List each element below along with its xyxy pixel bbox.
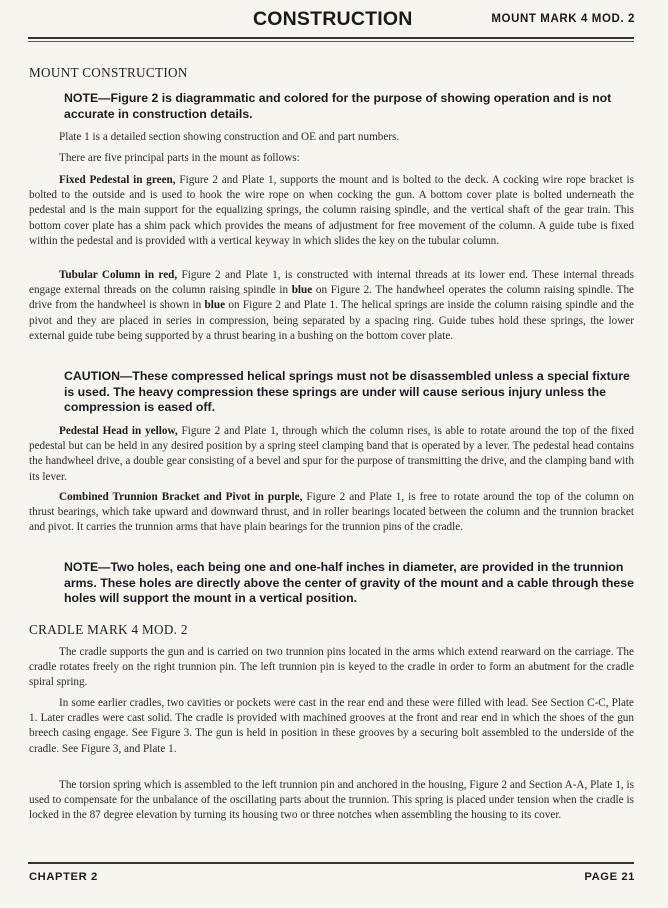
paragraph-combined-trunnion-bracket xyxy=(29,490,634,536)
header-rule-thin xyxy=(28,41,634,42)
paragraph-cradle-3 xyxy=(29,778,634,824)
footer-rule xyxy=(28,862,634,864)
note-trunnion-holes: NOTE—Two holes, each being one and one-half inches in diameter, are provided in the trunnion arms. These holes are directly above the center of gravity of the mount and a cable through these holes will support the mount in a vertical position. xyxy=(64,560,634,606)
paragraph-cradle-2 xyxy=(29,696,634,757)
page-header xyxy=(0,0,668,40)
section-heading-mount-construction: MOUNT CONSTRUCTION xyxy=(29,65,188,80)
term-blue: blue xyxy=(204,299,226,312)
term-pedestal-head: Pedestal Head in yellow, xyxy=(59,425,178,437)
paragraph-text: Figure 2 and Plate 1, through which the column rises, is able to rotate around the top of the fixed pedestal but can be held in any desired position by a spring steel clamping band that is operated by a lever. The pedestal head contains the handwheel drive, a double gear consisting of a bevel and spur for the purpose of transmitting the drive, and the clamping band with its lever. xyxy=(29,425,635,483)
paragraph-text: on Figure 2. The handwheel operates the column raising spindle. The drive from the handwheel is shown in xyxy=(29,284,635,312)
paragraph-text: Figure 2 and Plate 1, supports the mount and is bolted to the deck. A cocking wire rope bracket is bolted to the outside and is used to hook the wire rope on when cocking the gun. A bottom cover plate is bolted underneath the pedestal and is the main support for the equalizing springs, the column raising spindle, and the vertical shaft of the gear train. This bottom cover plate has a shim pack which provides the means of adjustment for free movement of the column. A guide tube is fixed within the pedestal and is provided with a vertical keyway in which slides the key on the tubular column. xyxy=(29,174,634,247)
paragraph-text: Figure 2 and Plate 1, is constructed with internal threads at its lower end. These internal threads engage external threads on the column raising spindle in xyxy=(29,269,634,297)
term-combined-trunnion-bracket: Combined Trunnion Bracket and Pivot in purple, xyxy=(59,491,303,503)
term-fixed-pedestal: Fixed Pedestal in green, xyxy=(59,174,176,186)
paragraph-cradle-1 xyxy=(29,645,634,691)
paragraph-text: There are five principal parts in the mount as follows: xyxy=(59,152,300,164)
footer-chapter: CHAPTER 2 xyxy=(29,871,98,883)
paragraph-five-parts xyxy=(29,151,634,166)
footer-page-number: PAGE 21 xyxy=(584,871,635,883)
paragraph-text: on Figure 2 and Plate 1. The helical springs are inside the column raising spindle and the pivot and they are placed in series in compression, being separated by a spacing ring. Guide tubes hold these springs, the lower external guide tube being supported by a thrust bearing in a bushing on the bottom cover plate. xyxy=(29,299,634,342)
term-blue: blue xyxy=(291,284,313,297)
paragraph-text: Figure 2 and Plate 1, is free to rotate around the top of the column on thrust bearings, which take upward and downward thrust, and in roller bearings located between the column and the trunnion bracket and pivot. It carries the trunnion arms that have plain bearings for the trunnion pins of the cradle. xyxy=(29,491,634,534)
header-rule-thick xyxy=(28,37,634,39)
paragraph-tubular-column xyxy=(29,268,634,344)
paragraph-text: Plate 1 is a detailed section showing construction and OE and part numbers. xyxy=(59,131,400,143)
paragraph-text: The cradle supports the gun and is carried on two trunnion pins located in the arms which extend rearward on the carriage. The cradle rotates freely on the right trunnion pin. The left trunnion pin is keyed to the cradle in order to form an abutment for the cradle spiral spring. xyxy=(29,646,634,689)
page-title: CONSTRUCTION xyxy=(253,8,413,30)
paragraph-plate-1 xyxy=(29,130,634,145)
paragraph-fixed-pedestal xyxy=(29,173,634,249)
paragraph-pedestal-head xyxy=(29,424,634,485)
caution-compressed-springs: CAUTION—These compressed helical springs must not be disassembled unless a special fixture is used. The heavy compression these springs are under will cause serious injury unless the compression is eased off. xyxy=(64,369,630,415)
mount-model-label: MOUNT MARK 4 MOD. 2 xyxy=(491,13,635,25)
paragraph-text: In some earlier cradles, two cavities or pockets were cast in the rear end and these were filled with lead. See Section C-C, Plate 1. Later cradles were cast solid. The cradle is provided with machined grooves at the front and rear end in which the shoes of the gun breech casing engage. See Figure 3. The gun is held in position in these grooves by a securing bolt assembled to the underside of the cradle. See Figure 3, and Plate 1. xyxy=(29,697,634,755)
paragraph-text: The torsion spring which is assembled to the left trunnion pin and anchored in the housing, Figure 2 and Section A-A, Plate 1, is used to compensate for the unbalance of the oscillating parts about the trunnion. This spring is placed under tension when the cradle is locked in the 87 degree elevation by turning its housing two or three notches when assembling the housing to its cover. xyxy=(29,779,634,822)
note-figure-2: NOTE—Figure 2 is diagrammatic and colored for the purpose of showing operation and is not accurate in construction details. xyxy=(64,91,612,121)
section-heading-cradle: CRADLE MARK 4 MOD. 2 xyxy=(29,622,188,637)
term-tubular-column: Tubular Column in red, xyxy=(59,269,178,281)
